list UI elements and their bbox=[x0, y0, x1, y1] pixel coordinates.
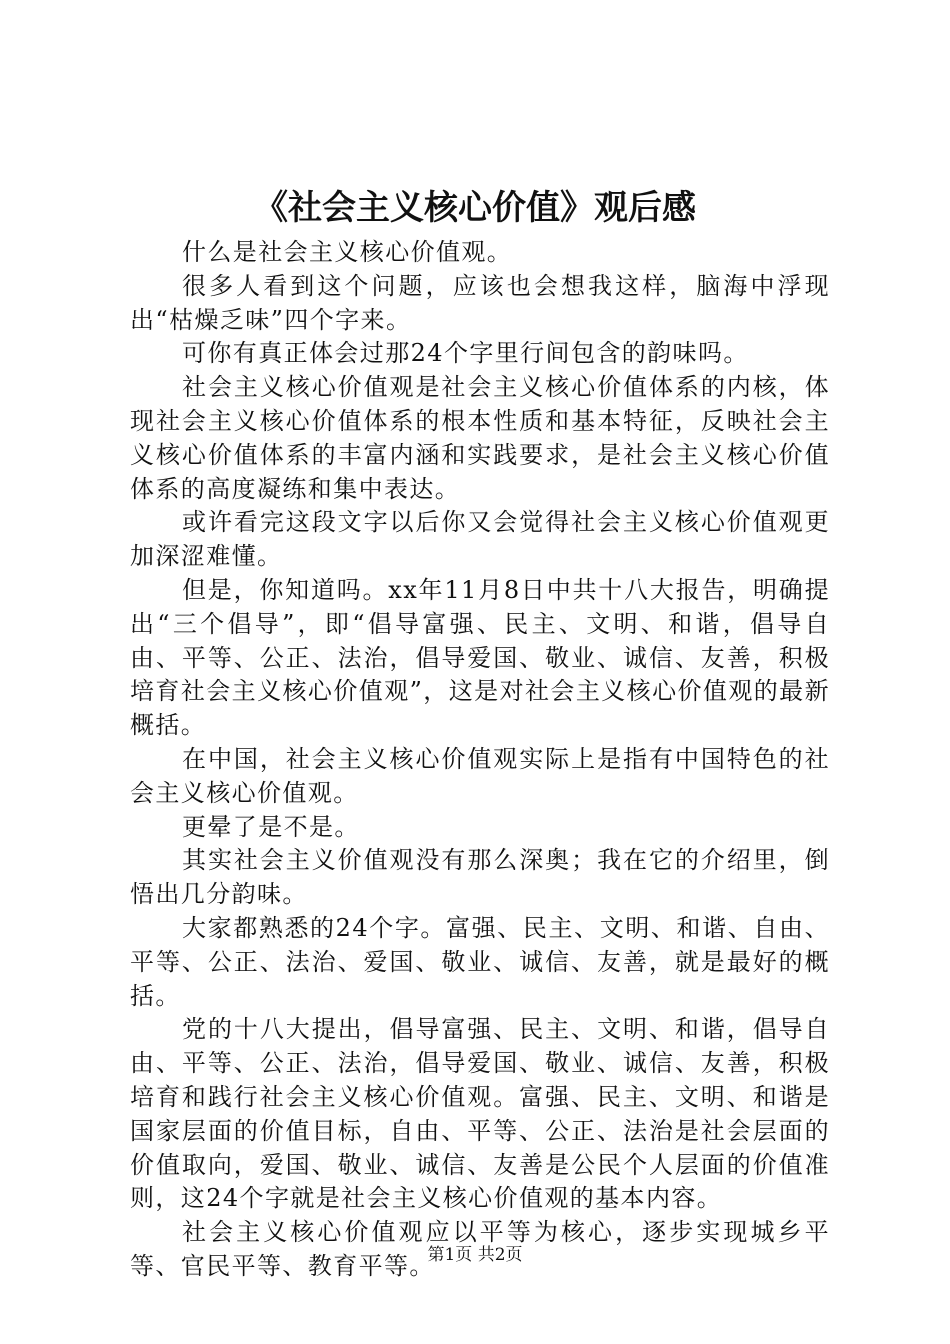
paragraph: 什么是社会主义核心价值观。 bbox=[182, 238, 513, 266]
document-body bbox=[130, 236, 830, 1284]
paragraph: 党的十八大提出，倡导富强、民主、文明、和谐，倡导自由、平等、公正、法治，倡导爱国、敬业、诚信、友善，积极培育和践行社会主义核心价值观。富强、民主、文明、和谐是国家层面的价值目标，自由、平等、公正、法治是社会层面的价值取向，爱国、敬业、诚信、友善是公民个人层面的价值准则，这24个字就是社会主义核心价值观的基本内容。 bbox=[130, 1015, 830, 1213]
paragraph: 更晕了是不是。 bbox=[182, 812, 360, 841]
document-title: 《社会主义核心价值》观后感 bbox=[254, 188, 696, 228]
paragraph: 但是，你知道吗。xx年11月8日中共十八大报告，明确提出“三个倡导”，即“倡导富强、民主、文明、和谐，倡导自由、平等、公正、法治，倡导爱国、敬业、诚信、友善，积极培育社会主义核心价值观”，这是对社会主义核心价值观的最新概括。 bbox=[130, 575, 830, 740]
paragraph: 其实社会主义价值观没有那么深奥；我在它的介绍里，倒悟出几分韵味。 bbox=[130, 846, 830, 909]
paragraph: 很多人看到这个问题，应该也会想我这样，脑海中浮现出“枯燥乏味”四个字来。 bbox=[130, 271, 830, 334]
paragraph: 社会主义核心价值观是社会主义核心价值体系的内核，体现社会主义核心价值体系的根本性质和基本特征，反映社会主义核心价值体系的丰富内涵和实践要求，是社会主义核心价值体系的高度凝练和集中表达。 bbox=[130, 373, 830, 503]
page-footer: 第1页 共2页 bbox=[427, 1245, 523, 1265]
paragraph: 社会主义核心价值观应以平等为核心，逐步实现城乡平等、官民平等、教育平等。 bbox=[130, 1218, 830, 1280]
paragraph: 在中国，社会主义核心价值观实际上是指有中国特色的社会主义核心价值观。 bbox=[130, 744, 830, 807]
paragraph: 大家都熟悉的24个字。富强、民主、文明、和谐、自由、平等、公正、法治、爱国、敬业、诚信、友善，就是最好的概括。 bbox=[130, 913, 830, 1010]
paragraph: 或许看完这段文字以后你又会觉得社会主义核心价值观更加深涩难懂。 bbox=[130, 508, 830, 571]
paragraph: 可你有真正体会过那24个字里行间包含的韵味吗。 bbox=[182, 339, 749, 368]
